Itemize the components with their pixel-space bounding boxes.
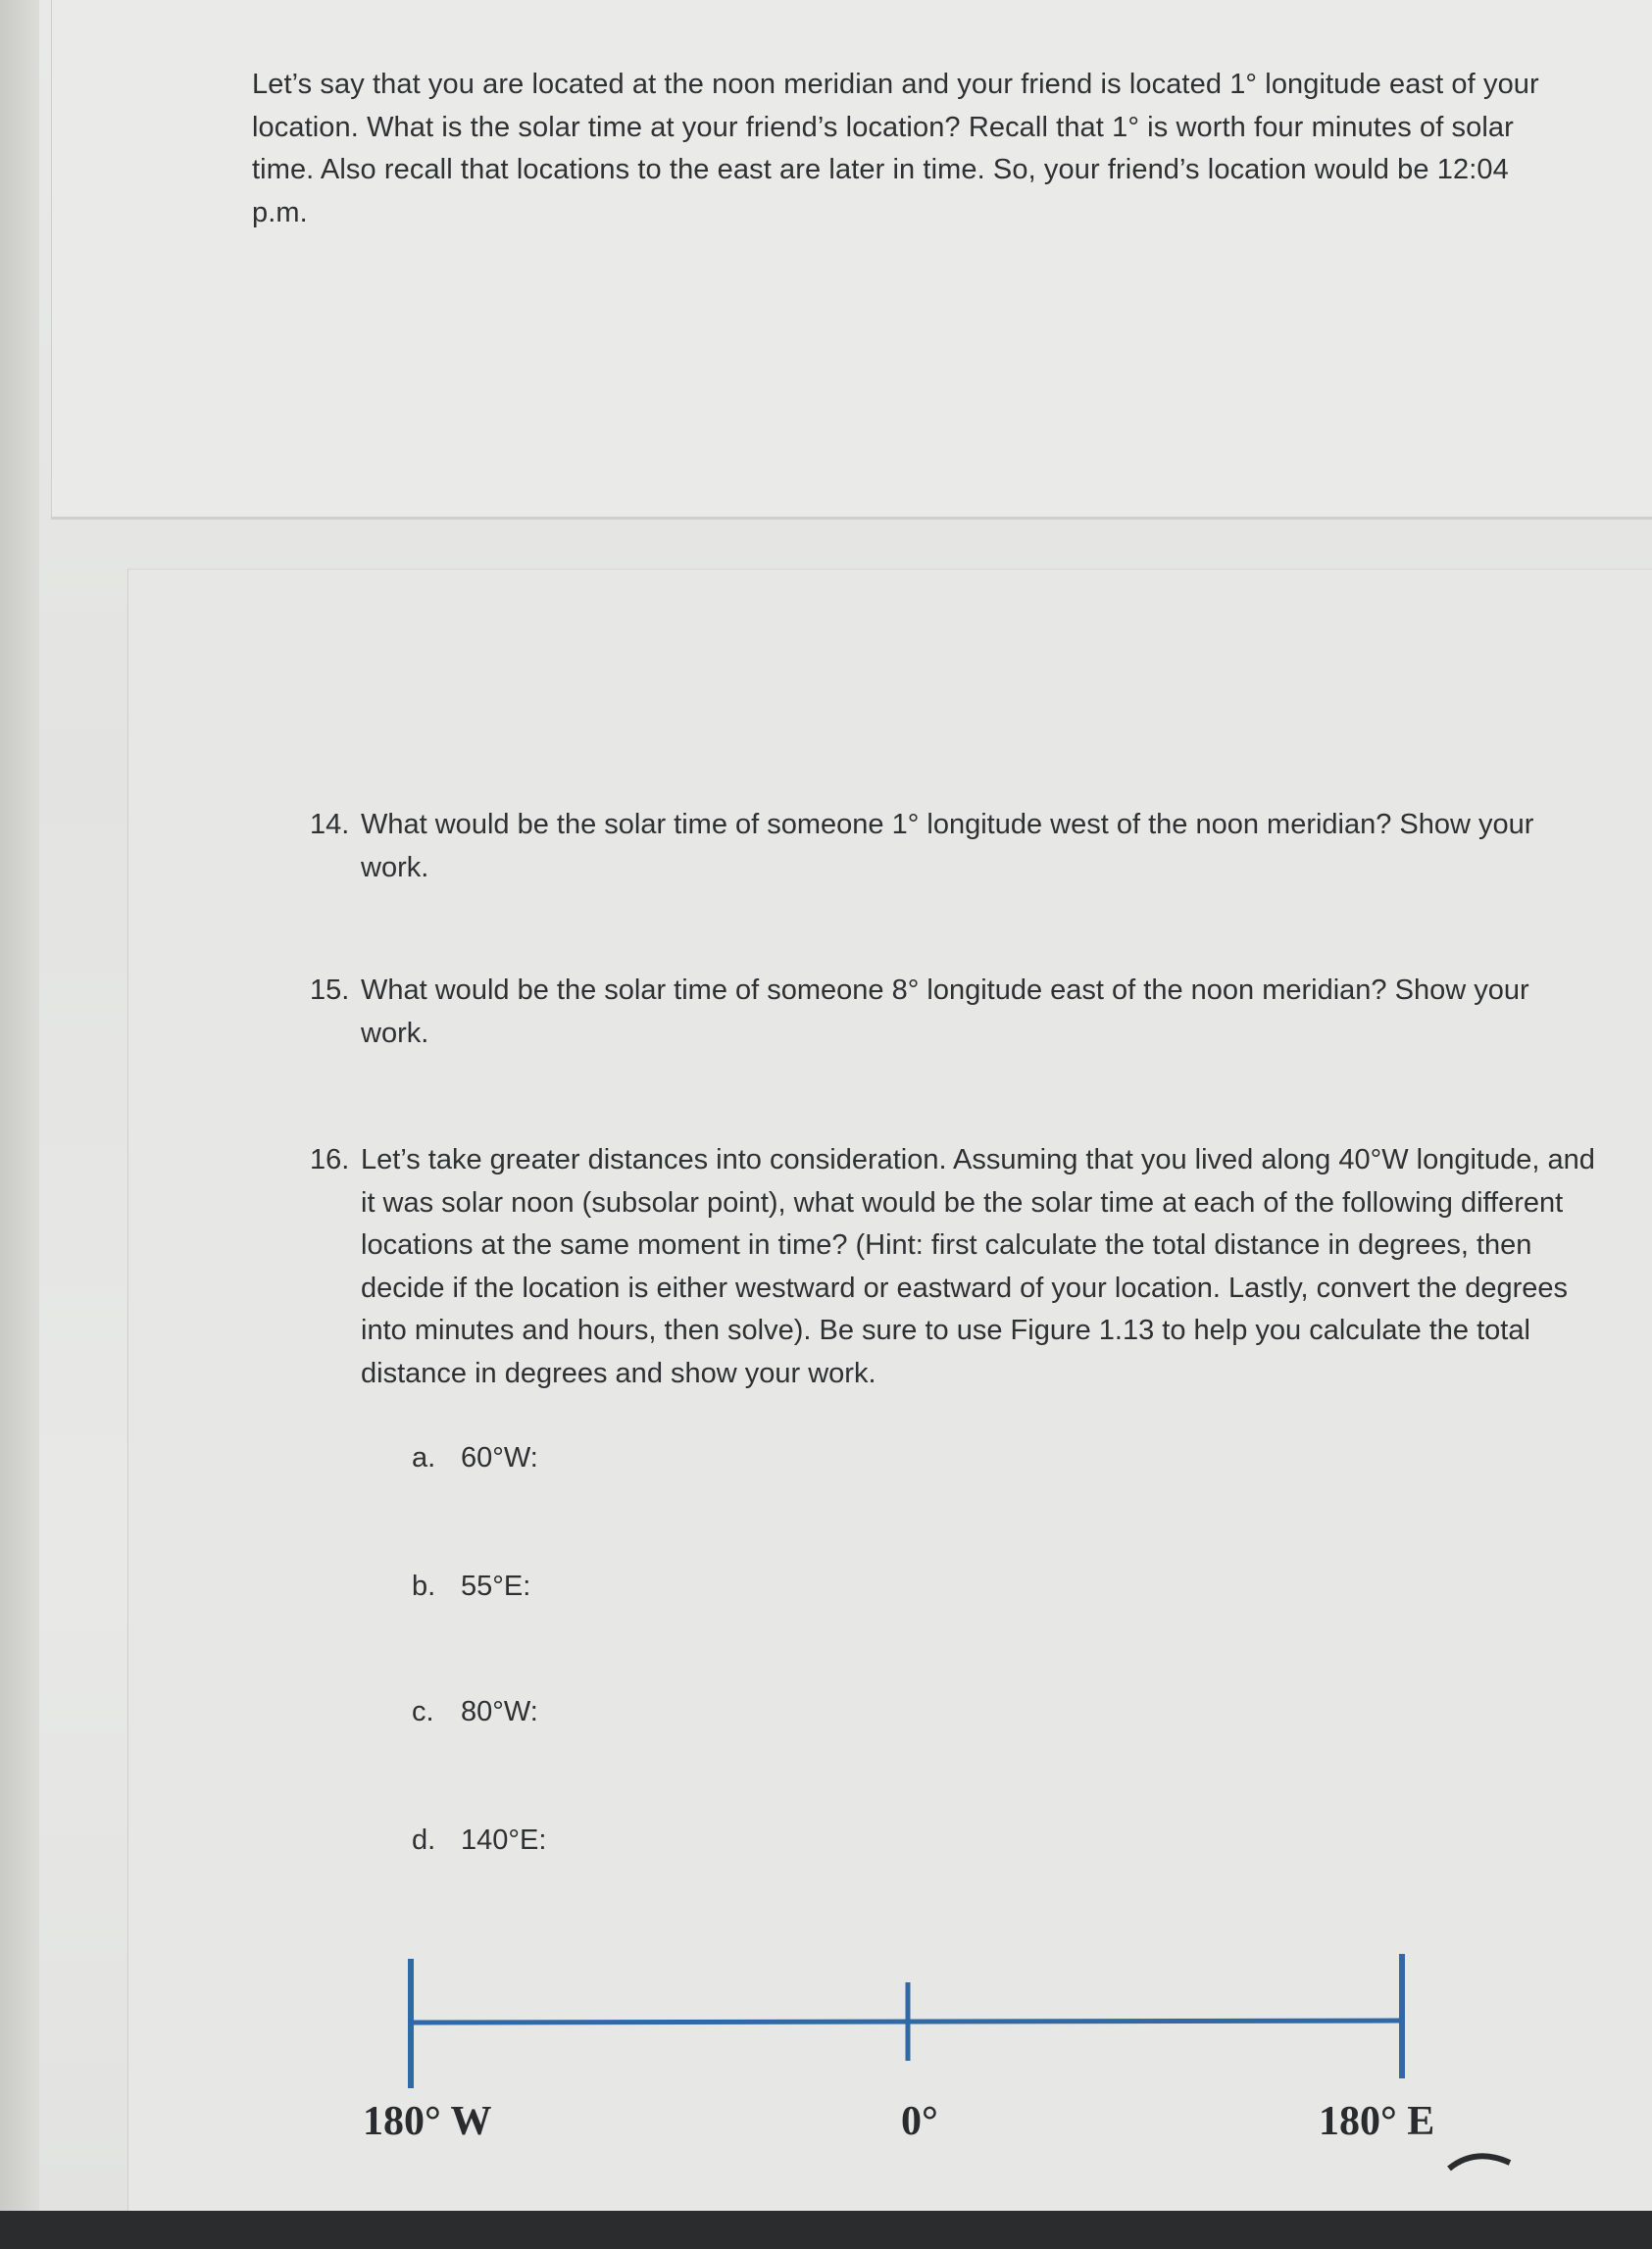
part-letter: c. — [412, 1696, 434, 1727]
label-180-east: 180° E — [1319, 2099, 1435, 2144]
part-text: 55°E: — [461, 1571, 531, 1602]
question-text: What would be the solar time of someone 8° longitude east of the noon meridian? Show your work. — [361, 975, 1529, 1049]
part-letter: b. — [412, 1571, 436, 1602]
part-text: 80°W: — [461, 1696, 538, 1727]
question-number: 16. — [310, 1144, 350, 1175]
question-text: Let’s take greater distances into consideration. Assuming that you lived along 40°W longitude, and it was solar noon (subsolar point), what would be the solar time at each of the following different locations at the same moment in time? (Hint: first calculate the total distance in degrees, then decide if the location is either westward or eastward of your location. Lastly, convert the degrees into minutes and hours, then solve). Be sure to use Figure 1.13 to help you calculate the total distance in degrees and show your work. — [361, 1144, 1595, 1389]
label-180-west: 180° W — [363, 2099, 492, 2144]
page-curl-mark — [1449, 2156, 1510, 2169]
question-number: 15. — [310, 975, 350, 1006]
part-text: 140°E: — [461, 1824, 547, 1856]
part-letter: d. — [412, 1824, 436, 1856]
part-text: 60°W: — [461, 1442, 538, 1474]
intro-paragraph: Let’s say that you are located at the noon meridian and your friend is located 1° longitude east of your location. What is the solar time at your friend’s location? Recall that 1° is worth four minutes of solar time. Also recall that locations to the east are later in time. So, your friend’s location would be 12:04 p.m. — [252, 69, 1539, 228]
bottom-dark-edge — [0, 2211, 1652, 2249]
label-prime-meridian: 0° — [901, 2099, 938, 2144]
part-letter: a. — [412, 1442, 436, 1474]
question-text: What would be the solar time of someone 1° longitude west of the noon meridian? Show your work. — [361, 809, 1534, 883]
question-number: 14. — [310, 809, 350, 840]
